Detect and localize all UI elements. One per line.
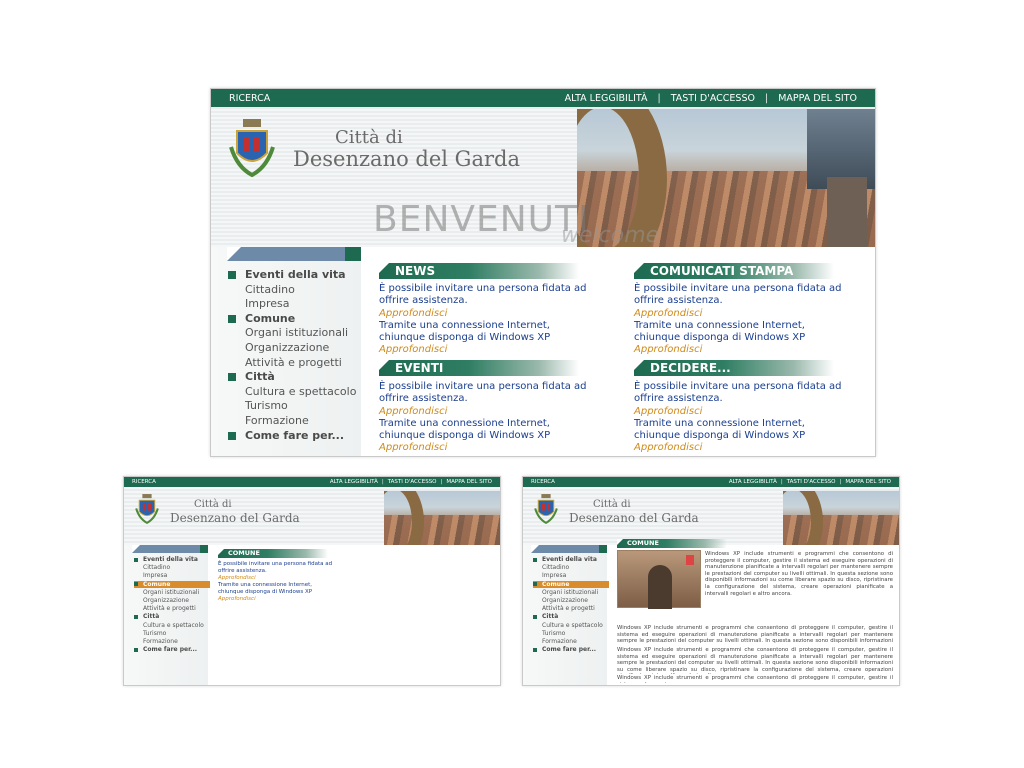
sidebar-item[interactable] [245,297,289,310]
sidebar-item-label: Cultura e spettacolo [542,621,603,629]
sidebar-item-label: Eventi della vita [245,268,346,281]
bullet-square-icon [134,648,138,652]
sidebar-item[interactable] [245,370,275,383]
header-banner [211,107,875,247]
search-link[interactable]: RICERCA [229,92,271,104]
header-banner [523,487,899,545]
separator: | [440,479,443,485]
sidebar-item[interactable] [245,356,342,369]
sidebar-item[interactable] [542,556,597,563]
bullet-square-icon [228,271,236,279]
sidebar-item[interactable] [245,385,356,398]
sidebar-item-label: Cittadino [143,564,171,572]
sidebar-item[interactable] [143,605,196,612]
detail-paragraph-2: Windows XP include strumenti e programmi che consentono di proteggere il computer, gestire il sistema ed eseguire operazioni di manutenzione pianificate a intervalli regolari per mantenere sempre le prestazioni del computer su livelli ottimali. In questa sezione sono disponibili informazioni [617,625,893,645]
news-text-2[interactable]: Tramite una connessione Internet, chiunque disponga di Windows XP [379,320,551,343]
mockup-detail-small [522,476,900,686]
sidebar-item-label: Comune [245,311,296,325]
sidebar-item[interactable] [245,268,346,281]
events-text-2[interactable]: Tramite una connessione Internet, chiunque disponga di Windows XP [379,418,551,441]
decide-more-1[interactable]: Approfondisci [634,406,703,417]
site-map-link[interactable]: MAPPA DEL SITO [778,92,857,104]
city-photo [384,491,500,545]
sidebar-item[interactable] [143,564,170,571]
detail-paragraph-1: Windows XP include strumenti e programmi che consentono di proteggere il computer, gestire il sistema ed eseguire operazioni di manutenzione pianificate a intervalli regolari per mantenere sempre le prestazioni del computer su livelli ottimali. In questa sezione sono disponibili informazioni su come liberare spazio su disco, ripristinare la configurazione del sistema, creare operazioni pianificate a intervalli regolari e altro ancora. [705,551,893,597]
sidebar-item-label: Organi istituzionali [542,588,599,596]
sidebar-item-label: Città [245,370,275,384]
sidebar-menu [124,545,208,686]
news-text-1[interactable]: È possibile invitare una persona fidata ad offrire assistenza. [379,283,587,306]
sidebar-item[interactable] [143,622,204,629]
press-text-1[interactable]: È possibile invitare una persona fidata ad offrire assistenza. [634,283,842,306]
sidebar-item-label: Organizzazione [245,341,330,354]
sidebar-item[interactable] [542,646,596,653]
city-title-small: Città di [335,127,403,148]
sidebar-item-label: Città [542,613,559,621]
detail-paragraph-4: Windows XP include strumenti e programmi che consentono di proteggere il computer, gestire il [617,675,893,681]
separator: | [657,92,661,104]
sidebar-item[interactable] [245,283,295,296]
sidebar-item-label: Impresa [542,572,567,580]
high-readability-link[interactable]: ALTA LEGGIBILITÀ [728,479,777,485]
sidebar-item[interactable] [542,622,603,629]
separator: | [764,92,769,104]
site-map-link[interactable]: MAPPA DEL SITO [845,479,891,485]
access-keys-link[interactable]: TASTI D'ACCESSO [670,92,755,104]
separator: | [381,479,384,485]
site-map-link[interactable]: MAPPA DEL SITO [446,479,492,485]
bullet-square-icon [533,648,537,652]
sidebar-item-label: Formazione [245,414,309,427]
high-readability-link[interactable]: ALTA LEGGIBILITÀ [564,92,648,104]
search-link[interactable]: RICERCA [531,479,555,485]
sidebar-item[interactable] [245,414,309,427]
events-text-1[interactable]: È possibile invitare una persona fidata ad offrire assistenza. [379,381,587,404]
header-banner [124,487,500,545]
sidebar-item[interactable] [245,429,344,442]
sidebar-item-label: Organi istituzionali [245,326,349,340]
separator: | [839,479,842,485]
sidebar-item[interactable] [245,399,288,412]
sidebar-item[interactable] [143,556,198,563]
sidebar-item[interactable] [245,341,329,354]
sidebar-item[interactable] [542,630,565,637]
city-title-small: Città di [194,499,232,510]
bullet-square-icon [134,558,138,562]
sidebar-item-label: Cultura e spettacolo [143,621,204,629]
welcome-text: BENVENUTI [373,199,590,240]
city-title-big: Desenzano del Garda [569,511,699,525]
bullet-square-icon [228,373,236,381]
sidebar-item-label: Formazione [143,638,178,645]
sidebar-menu [211,247,361,457]
sidebar-item-label: Organi istituzionali [143,588,200,596]
search-link[interactable]: RICERCA [132,479,156,485]
sidebar-item[interactable] [143,572,167,579]
sidebar-header-bar [132,545,208,553]
bullet-square-icon [533,582,537,586]
city-crest-icon [134,493,160,527]
sidebar-item[interactable] [143,638,178,645]
decide-more-2[interactable]: Approfondisci [634,442,703,453]
sidebar-item-label: Eventi della vita [542,556,597,563]
section-events-header: EVENTI [379,360,579,376]
sidebar-item[interactable] [143,630,166,637]
bullet-square-icon [134,615,138,619]
sidebar-header-bar [531,545,607,553]
bullet-square-icon [533,615,537,619]
sidebar-item[interactable] [245,312,295,325]
decide-text-1[interactable]: È possibile invitare una persona fidata ad offrire assistenza. [634,381,842,404]
building-photo [617,550,701,608]
sidebar-item-label: Come fare per... [542,646,597,654]
section-press-header: COMUNICATI STAMPA [634,263,834,279]
comune-text-1[interactable]: È possibile invitare una persona fidata ad offrire assistenza. [218,561,333,574]
access-keys-link[interactable]: TASTI D'ACCESSO [387,479,437,485]
city-crest-icon [227,117,277,183]
sidebar-item-label: Organizzazione [542,597,588,604]
section-comune-header: COMUNE [218,549,328,558]
sidebar-item[interactable] [542,613,558,620]
city-title-small: Città di [593,499,631,510]
top-bar [124,477,500,487]
sidebar-item-label: Comune [542,580,570,588]
sidebar-item-label: Cittadino [245,282,295,296]
sidebar-item[interactable] [542,605,595,612]
main-content [607,539,900,686]
sidebar-item[interactable] [134,581,210,588]
sidebar-item-label: Attività e progetti [245,355,342,369]
sidebar-item[interactable] [143,589,199,596]
access-keys-link[interactable]: TASTI D'ACCESSO [786,479,836,485]
comune-more-2[interactable]: Approfondisci [218,596,256,602]
sidebar-item-label: Impresa [143,572,168,580]
top-bar [523,477,899,487]
main-content [208,545,501,686]
sidebar-item-label: Organizzazione [143,597,189,604]
section-news-header: NEWS [379,263,579,279]
bullet-square-icon [228,315,236,323]
sidebar-item-label: Turismo [143,629,167,637]
welcome-subtext: welcome [561,223,660,247]
bullet-square-icon [134,582,138,586]
top-links [565,93,857,104]
sidebar-item[interactable] [533,581,609,588]
sidebar-item-label: Turismo [245,399,288,413]
news-more-1[interactable]: Approfondisci [379,308,448,319]
sidebar-header-bar [227,247,361,261]
bullet-square-icon [533,558,537,562]
sidebar-menu [523,545,607,686]
events-more-1[interactable]: Approfondisci [379,406,448,417]
sidebar-item-label: Attività e progetti [542,605,595,613]
separator: | [780,479,783,485]
main-content [361,247,876,457]
sidebar-item[interactable] [542,638,577,645]
news-more-2[interactable]: Approfondisci [379,344,448,355]
bullet-square-icon [228,432,236,440]
comune-more-1[interactable]: Approfondisci [218,575,256,581]
press-more-1[interactable]: Approfondisci [634,308,703,319]
sidebar-item[interactable] [245,326,348,339]
mockup-home-large [210,88,876,457]
sidebar-item-label: Cultura e spettacolo [245,384,357,398]
top-links [729,479,891,485]
city-title-big: Desenzano del Garda [293,147,520,171]
comune-text-2[interactable]: Tramite una connessione Internet, chiunque disponga di Windows XP [218,582,313,595]
sidebar-item[interactable] [542,597,588,604]
sidebar-item[interactable] [143,646,197,653]
decide-text-2[interactable]: Tramite una connessione Internet, chiunque disponga di Windows XP [634,418,806,441]
sidebar-item-label: Cittadino [542,564,570,572]
events-more-2[interactable]: Approfondisci [379,442,448,453]
sidebar-item-label: Impresa [245,297,290,311]
top-links [330,479,492,485]
press-text-2[interactable]: Tramite una connessione Internet, chiunque disponga di Windows XP [634,320,806,343]
sidebar-item-label: Città [143,613,160,621]
section-comune-header: COMUNE [617,539,727,548]
mockup-comune-small [123,476,501,686]
sidebar-item[interactable] [542,589,598,596]
sidebar-item-label: Eventi della vita [143,556,198,563]
sidebar-item-label: Formazione [542,638,577,645]
sidebar-item[interactable] [542,564,569,571]
top-bar [211,89,875,107]
sidebar-item[interactable] [143,613,159,620]
detail-paragraph-3: Windows XP include strumenti e programmi che consentono di proteggere il computer, gestire il sistema ed eseguire operazioni di manutenzione pianificate a intervalli regolari per mantenere sempre le prestazioni del computer su livelli ottimali. In questa sezione sono disponibili informazioni su come liberare spazio su disco, ripristinare la configurazione del sistema, creare operazioni [617,647,893,673]
city-photo [783,491,899,545]
sidebar-item-label: Come fare per... [245,428,345,442]
press-more-2[interactable]: Approfondisci [634,344,703,355]
sidebar-item-label: Come fare per... [143,646,198,654]
sidebar-item[interactable] [143,597,189,604]
sidebar-item-label: Comune [143,580,171,588]
sidebar-item-label: Attività e progetti [143,605,196,613]
sidebar-item[interactable] [542,572,566,579]
sidebar-item-label: Turismo [542,629,566,637]
high-readability-link[interactable]: ALTA LEGGIBILITÀ [329,479,378,485]
city-crest-icon [533,493,559,527]
section-decide-header: DECIDERE... [634,360,834,376]
city-title-big: Desenzano del Garda [170,511,300,525]
